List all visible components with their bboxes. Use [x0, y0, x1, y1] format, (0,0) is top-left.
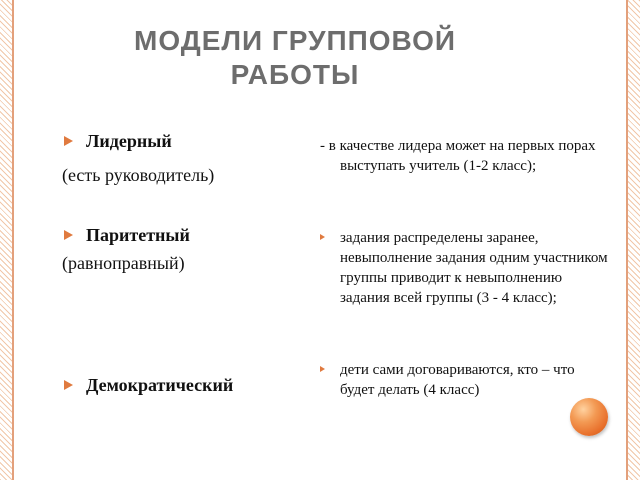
description-item — [320, 136, 612, 176]
model-title — [64, 374, 233, 396]
model-name: Демократический — [86, 375, 234, 395]
bullet-icon — [320, 234, 325, 240]
model-item-democratic — [64, 374, 233, 396]
description-item — [320, 360, 612, 400]
model-name: Лидерный — [86, 131, 172, 151]
bullet-icon — [320, 366, 325, 372]
model-item-leader — [64, 130, 214, 188]
bullet-icon — [64, 380, 73, 390]
description-text: - в качестве лидера может на первых порах выступать учитель (1-2 класс); — [320, 138, 596, 174]
description-text: задания распределены заранее, невыполнение задания одним участником группы приводит к невыполнению задания всей группы (3 - 4 класс); — [340, 230, 608, 306]
bullet-icon — [64, 230, 73, 240]
model-title — [64, 130, 214, 152]
model-subtitle: (есть руководитель) — [62, 165, 215, 185]
slide-title: МОДЕЛИ ГРУППОВОЙ РАБОТЫ — [134, 25, 456, 90]
right-border-decoration — [626, 0, 640, 480]
right-border-line — [626, 0, 628, 480]
left-border-line — [12, 0, 14, 480]
orange-orb-decoration — [570, 398, 608, 436]
description-item — [320, 228, 612, 308]
description-text: дети сами договариваются, кто – что будет делать (4 класс) — [340, 362, 575, 398]
model-subtitle: (равноправный) — [62, 253, 185, 273]
model-item-parity — [64, 224, 190, 276]
bullet-icon — [64, 136, 73, 146]
model-title — [64, 224, 190, 246]
model-name: Паритетный — [86, 225, 190, 245]
